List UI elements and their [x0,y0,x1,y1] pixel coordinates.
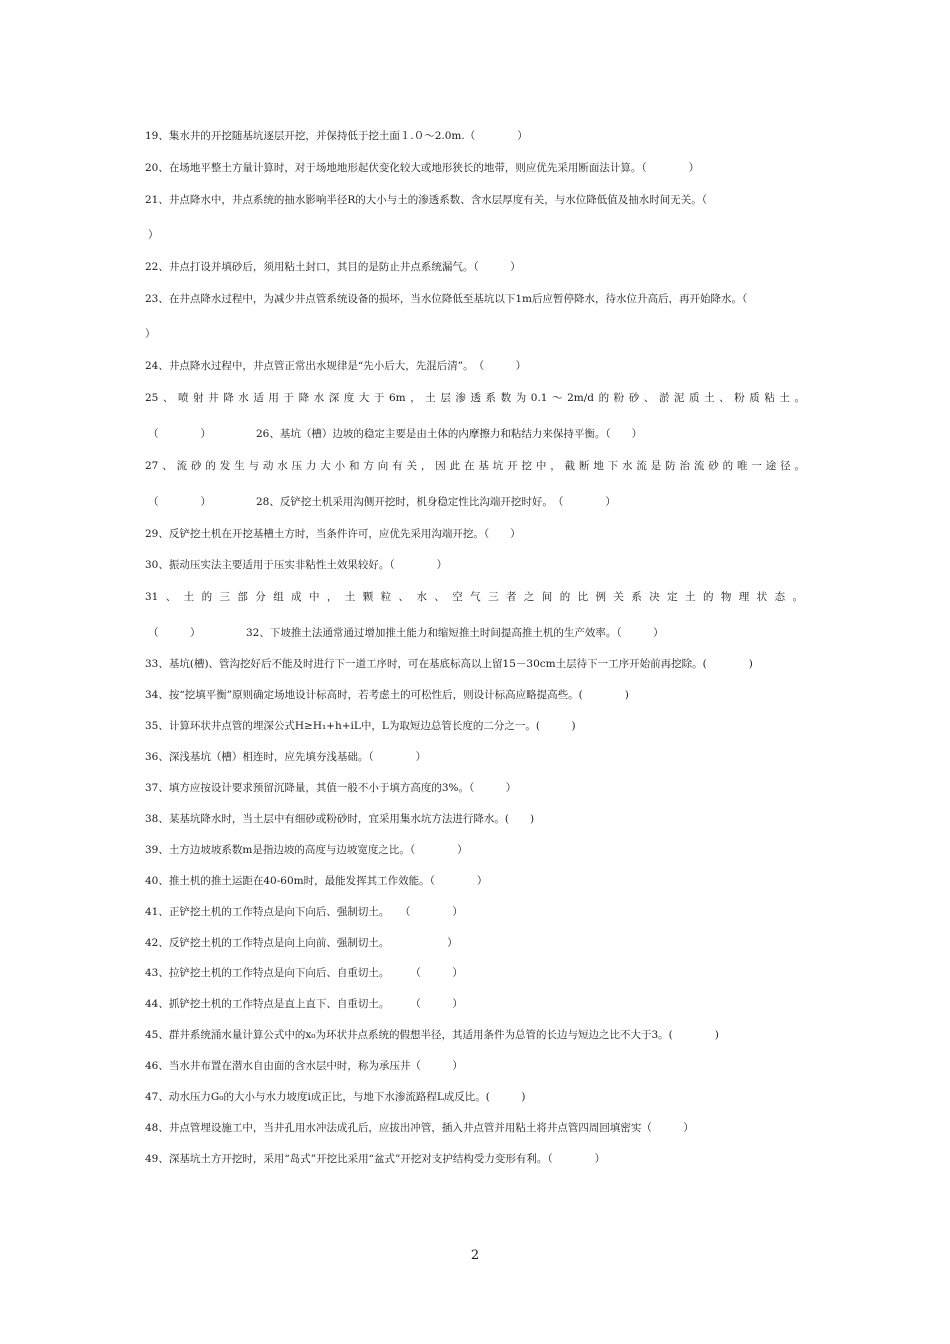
question-31-32-line [148,626,813,640]
question-48: 48、井点管埋设施工中，当井孔用水冲法成孔后，应拔出冲管，插入井点管并用粘土将井点管四周回填密实（ ） [145,1122,694,1134]
question-29: 29、反铲挖土机在开挖基槽土方时，当条件许可，应优先采用沟端开挖。（ ） [145,528,521,540]
question-27-28-line [148,495,813,509]
question-31: 31、土的三部分组成中，土颗粒、水、空气三者之间的比例关系决定土的物理状态。 [145,591,803,603]
question-42: 42、反铲挖土机的工作特点是向上向前、强制切土。 ） [145,937,458,949]
question-49: 49、深基坑土方开挖时，采用“岛式”开挖比采用“盆式”开挖对支护结构受力变形有利。（ ） [145,1153,606,1165]
question-19: 19、集水井的开挖随基坑逐层开挖，并保持低于挖土面１.０～2.0m.（ ） [145,130,528,142]
question-30: 30、振动压实法主要适用于压实非粘性土效果较好。（ ） [145,559,448,571]
question-26: 26、基坑（槽）边坡的稳定主要是由土体的内摩擦力和粘结力来保持平衡。（ ） [256,428,643,440]
question-28: 28、反铲挖土机采用沟侧开挖时，机身稳定性比沟端开挖时好。 （ ） [256,496,616,508]
question-23: 23、在井点降水过程中，为减少井点管系统设备的损坏，当水位降低至基坑以下1m后应暂停降水，待水位升高后，再开始降水。（ [145,293,748,305]
question-32: 32、下坡推土法通常通过增加推土能力和缩短推土时间提高推土机的生产效率。（ ） [246,627,664,639]
question-38: 38、某基坑降水时，当土层中有细砂或粉砂时，宜采用集水坑方法进行降水。( ) [145,813,535,825]
question-34: 34、按“挖填平衡”原则确定场地设计标高时，若考虑土的可松性后，则设计标高应略提高些。( ) [145,689,629,701]
question-24: 24、井点降水过程中，井点管正常出水规律是“先小后大，先混后清”。 （ ） [145,360,527,372]
question-45: 45、群井系统涌水量计算公式中的x₀为环状井点系统的假想半径，其适用条件为总管的长边与短边之比不大于3。( ) [145,1029,719,1041]
question-23-continuation: ） [145,328,156,340]
question-33: 33、基坑(槽)、管沟挖好后不能及时进行下一道工序时，可在基底标高以上留15－30cm土层待下一工序开始前再挖除。( ) [145,658,753,670]
question-27: 27、流砂的发生与动水压力大小和方向有关，因此在基坑开挖中，截断地下水流是防治流砂的唯一途径。 [145,460,805,472]
question-36: 36、深浅基坑（槽）相连时，应先填夯浅基础。（ ） [145,751,427,763]
question-41: 41、正铲挖土机的工作特点是向下向后、强制切土。 （ ） [145,906,463,918]
question-21-continuation: ） [148,229,159,241]
question-40: 40、推土机的推土运距在40-60m时，最能发挥其工作效能。（ ） [145,875,488,887]
page-number: 2 [470,1248,480,1263]
question-39: 39、土方边坡坡系数m是指边坡的高度与边坡宽度之比。（ ） [145,844,468,856]
question-46: 46、当水井布置在潜水自由面的含水层中时，称为承压井（ ） [145,1060,463,1072]
question-44: 44、抓铲挖土机的工作特点是直上直下、自重切土。 （ ） [145,998,463,1010]
question-20: 20、在场地平整土方量计算时，对于场地地形起伏变化较大或地形狭长的地带，则应优先采用断面法计算。（ ） [145,162,700,174]
question-31-answer-paren: （ ） [148,627,201,639]
question-27-answer-paren: （ ） [148,496,211,508]
question-43: 43、拉铲挖土机的工作特点是向下向后、自重切土。 （ ） [145,967,463,979]
question-25-answer-paren: （ ） [148,428,211,440]
question-37: 37、填方应按设计要求预留沉降量，其值一般不小于填方高度的3%。（ ） [145,782,517,794]
question-22: 22、井点打设并填砂后，须用粘土封口，其目的是防止井点系统漏气。（ ） [145,261,521,273]
question-21: 21、井点降水中，井点系统的抽水影响半径R的大小与土的渗透系数、含水层厚度有关，与水位降低值及抽水时间无关。（ [145,194,708,206]
question-47: 47、动水压力G₀的大小与水力坡度i成正比，与地下水渗流路程L成反比。( ) [145,1091,526,1103]
question-35: 35、计算环状井点管的埋深公式H≥H₁+h+iL中，L为取短边总管长度的二分之一。( ) [145,720,576,732]
question-25-26-line [148,427,813,441]
question-25: 25、喷射井降水适用于降水深度大于6m，土层渗透系数为0.1～2m/d的粉砂、淤泥质土、粉质粘土。 [145,392,805,404]
